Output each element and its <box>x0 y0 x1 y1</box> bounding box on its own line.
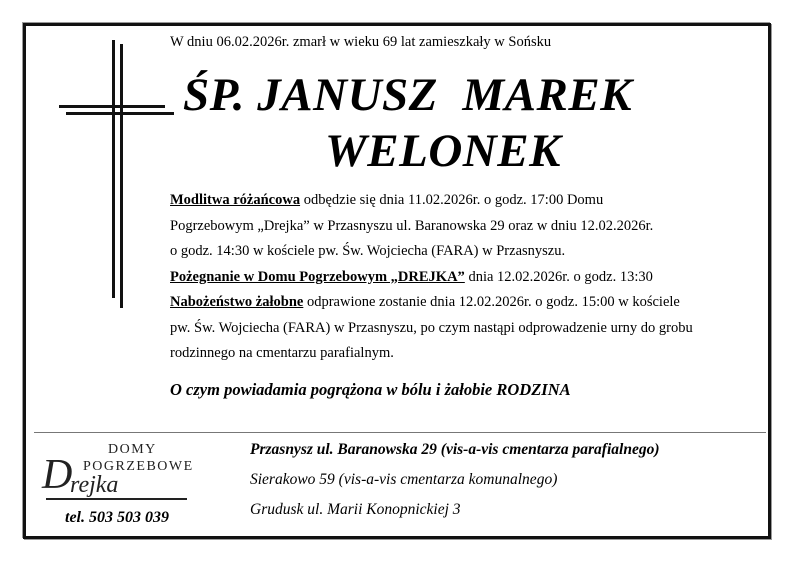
phone-number: tel. 503 503 039 <box>65 509 169 526</box>
funeral-home-logo <box>40 440 200 506</box>
logo-line1: DOMY <box>108 442 157 457</box>
logo-name: rejka <box>70 472 119 498</box>
details-line <box>170 290 730 316</box>
cross-icon-horizontal-1 <box>59 105 165 108</box>
farewell-heading: Pożegnanie w Domu Pogrzebowym „DREJKA” <box>170 268 465 285</box>
address-sierakowo: Sierakowo 59 (vis-a-vis cmentarza komunalnego) <box>250 471 558 488</box>
details-text: dnia 12.02.2026r. o godz. 13:30 <box>464 268 653 285</box>
details-text: pw. Św. Wojciecha (FARA) w Przasnyszu, po czym nastąpi odprowadzenie urny do grobu <box>170 319 693 336</box>
address-main: Przasnysz ul. Baranowska 29 (vis-a-vis cmentarza parafialnego) <box>250 441 660 458</box>
details-text: odbędzie się dnia 11.02.2026r. o godz. 17:00 Domu <box>300 192 604 208</box>
mass-heading: Nabożeństwo żałobne <box>170 294 304 310</box>
cross-icon-vertical-2 <box>120 44 123 308</box>
address-grudusk: Grudusk ul. Marii Konopnickiej 3 <box>250 501 461 518</box>
details-line <box>170 316 730 342</box>
details-line <box>170 265 730 291</box>
rosary-heading: Modlitwa różańcowa <box>170 192 301 208</box>
details-text: odprawione zostanie dnia 12.02.2026r. o godz. 15:00 w kościele <box>303 294 680 310</box>
details-text: rodzinnego na cmentarzu parafialnym. <box>170 345 394 361</box>
family-closing: O czym powiadamia pogrążona w bólu i żałobie RODZINA <box>170 380 571 399</box>
logo-underline <box>46 498 187 500</box>
logo-initial: D <box>42 452 73 498</box>
details-line <box>170 239 730 265</box>
details-line <box>170 188 730 214</box>
details-line <box>170 341 730 367</box>
ceremony-details <box>170 188 730 367</box>
deceased-name-line1: ŚP. JANUSZ MAREK <box>183 69 633 121</box>
logo-line2: POGRZEBOWE <box>83 459 194 474</box>
cross-icon-horizontal-2 <box>66 112 174 115</box>
cross-icon-vertical-1 <box>112 40 115 298</box>
death-announcement-header: W dniu 06.02.2026r. zmarł w wieku 69 lat zamieszkały w Sońsku <box>170 34 552 50</box>
details-line <box>170 214 730 240</box>
details-text: Pogrzebowym „Drejka” w Przasnyszu ul. Baranowska 29 oraz w dniu 12.02.2026r. <box>170 217 654 234</box>
deceased-name-line2: WELONEK <box>325 125 561 177</box>
details-text: o godz. 14:30 w kościele pw. Św. Wojciecha (FARA) w Przasnyszu. <box>170 243 566 259</box>
footer-divider <box>34 432 766 433</box>
